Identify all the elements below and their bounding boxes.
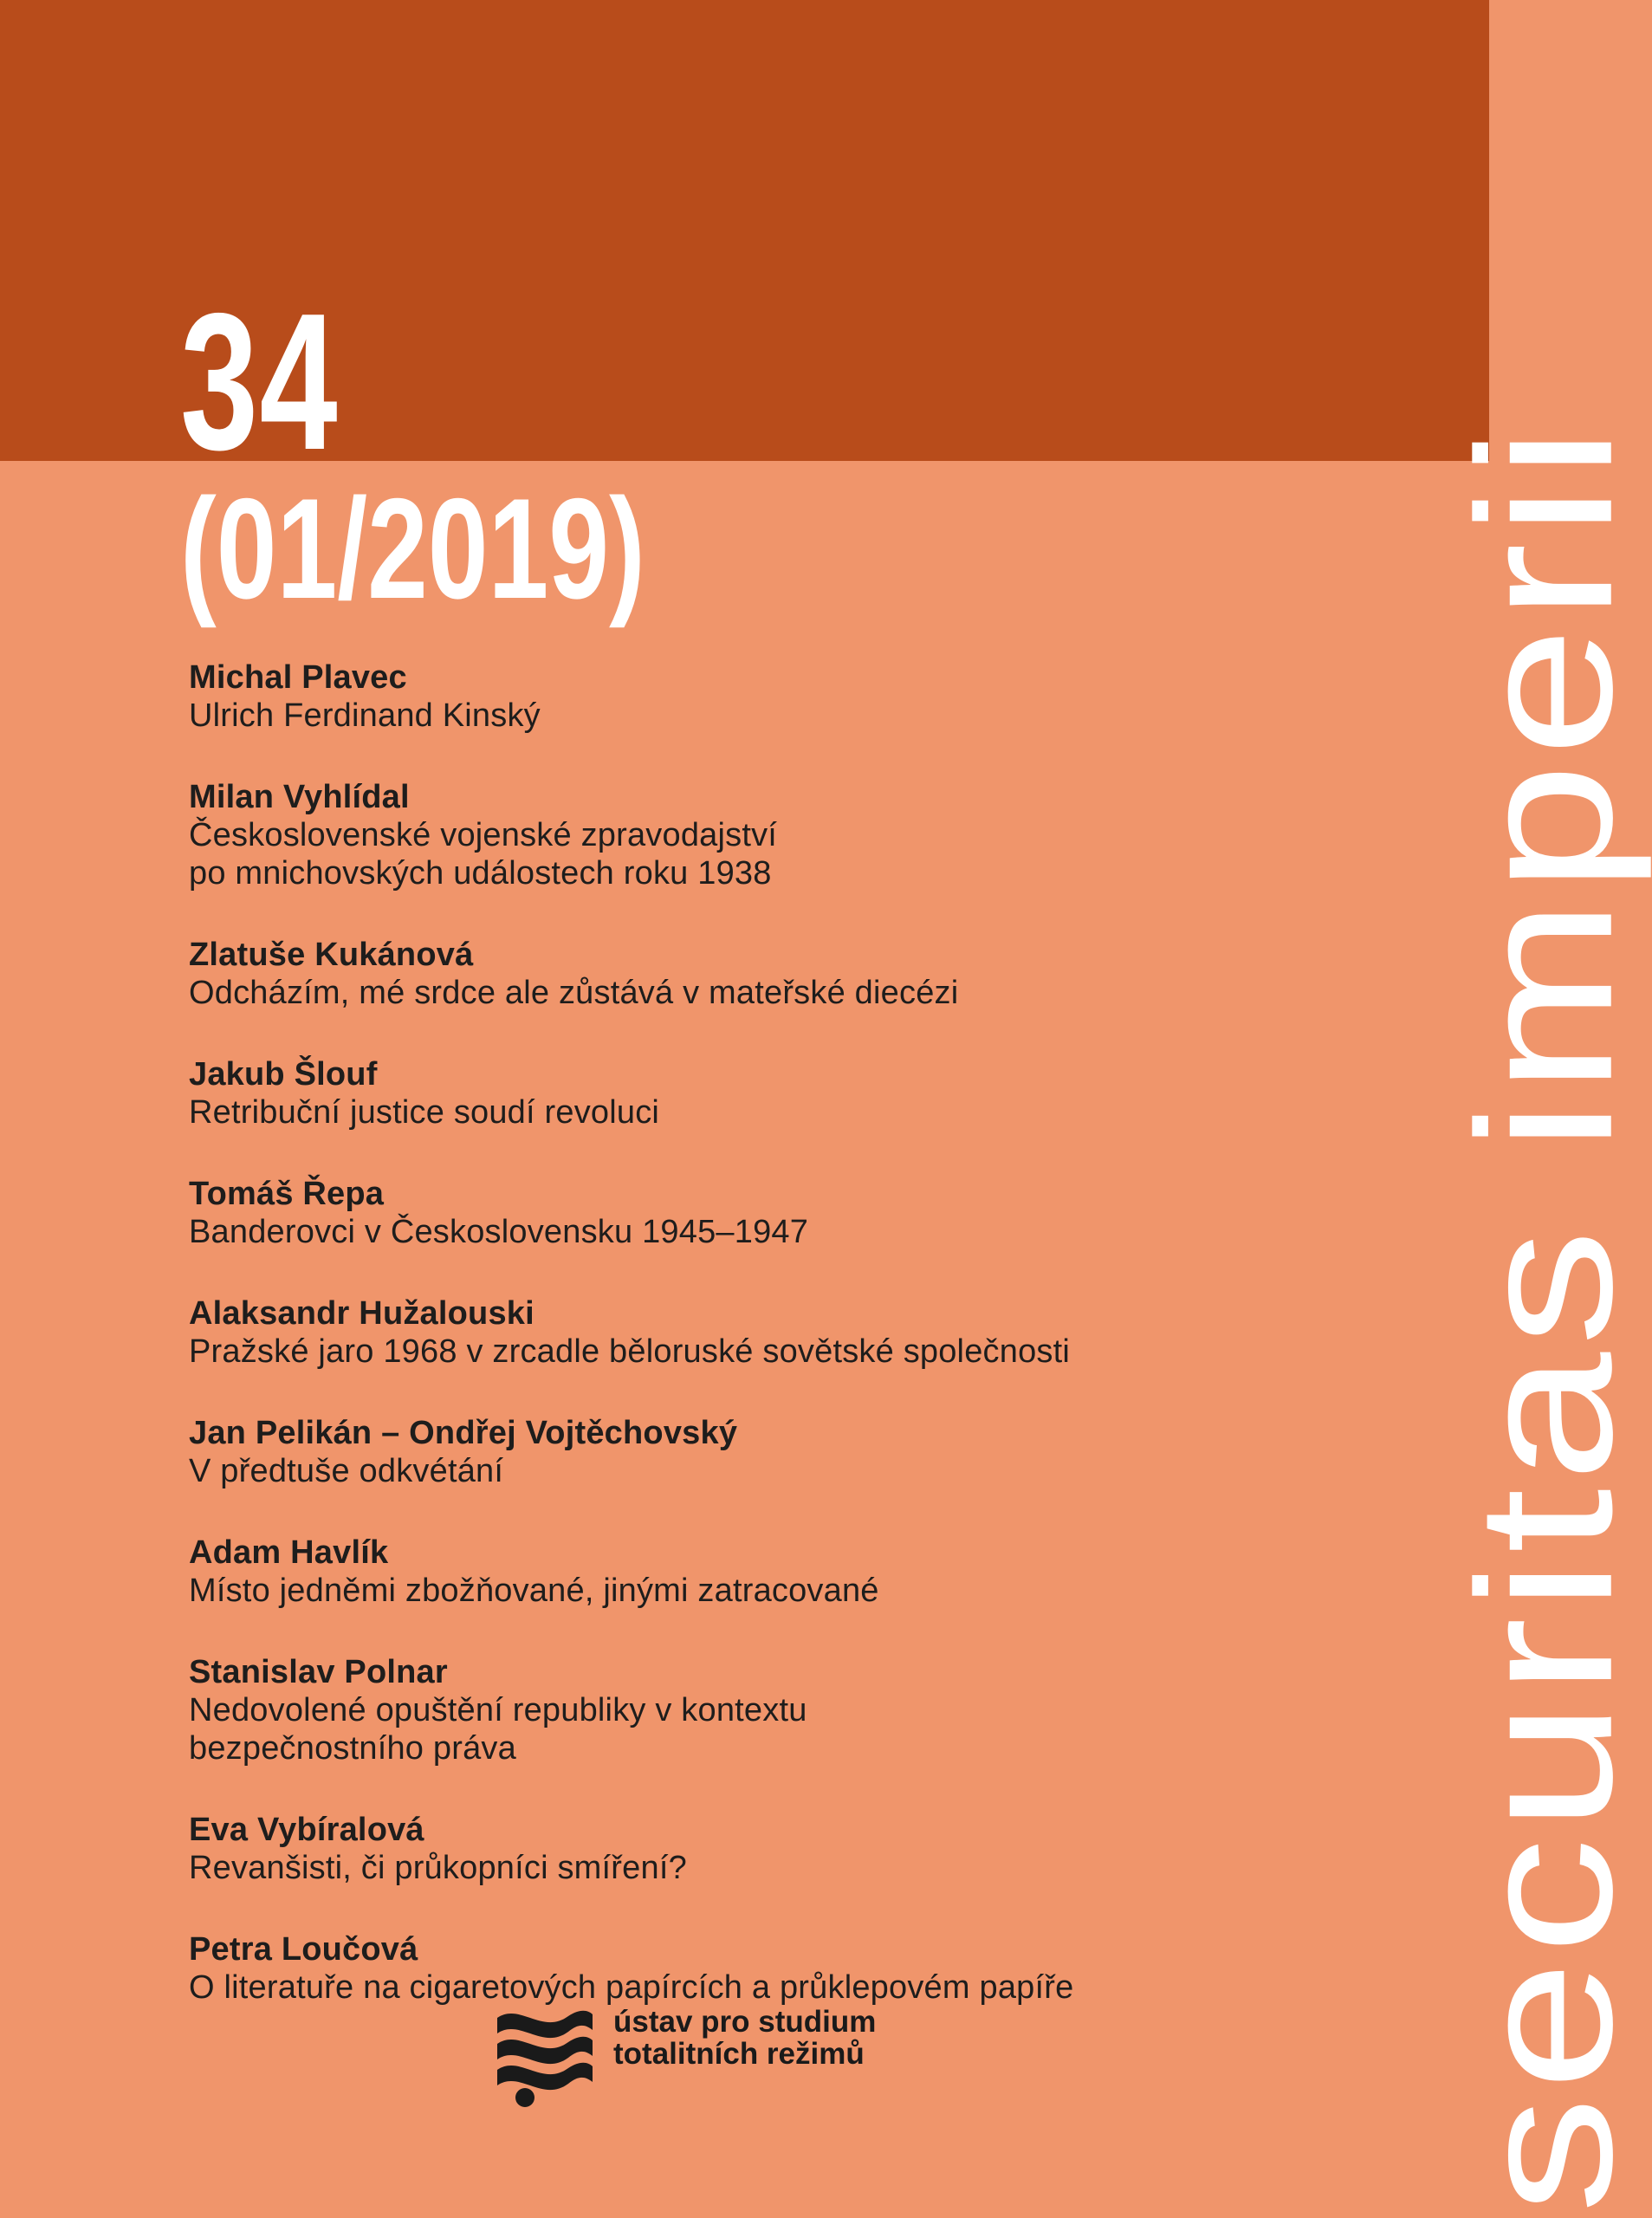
toc-entry [189,1534,1228,1610]
toc-entry [189,1294,1228,1371]
toc-author: Tomáš Řepa [189,1176,385,1212]
toc-entry [189,1414,1228,1490]
toc-author: Petra Loučová [189,1931,418,1968]
toc-entry [189,936,1228,1012]
toc-author: Stanislav Polnar [189,1654,448,1690]
toc-entry [189,658,1228,735]
toc-author: Jan Pelikán – Ondřej Vojtěchovský [189,1415,738,1451]
toc-author: Michal Plavec [189,659,407,696]
toc-author: Eva Vybíralová [189,1812,424,1848]
toc-title: Revanšisti, či průkopníci smíření? [189,1850,687,1886]
publisher-logo [494,1997,875,2118]
toc-entry [189,1175,1228,1251]
toc-entry [189,1930,1228,2007]
toc-author: Alaksandr Hužalouski [189,1295,534,1332]
toc-entry [189,1811,1228,1887]
toc-title: Místo jedněmi zbožňované, jinými zatracované [189,1573,879,1609]
toc-entry [189,778,1228,892]
issue-date: (01/2019) [180,469,645,628]
publisher-name-line1: ústav pro studium [613,2005,877,2039]
toc-title: Pražské jaro 1968 v zrcadle běloruské sovětské společnosti [189,1333,1071,1370]
toc-entry [189,1653,1228,1767]
toc-author: Adam Havlík [189,1534,389,1571]
toc-author: Milan Vyhlídal [189,779,410,815]
table-of-contents [189,658,1228,2050]
toc-entry [189,1055,1228,1132]
toc-title: O literatuře na cigaretových papírcích a průklepovém papíře [189,1969,1074,2006]
ustr-wave-logo-icon [494,2004,596,2108]
journal-title: securitas imperii [1438,420,1652,2214]
toc-author: Zlatuše Kukánová [189,937,474,973]
toc-title: Retribuční justice soudí revoluci [189,1094,660,1131]
toc-title: Československé vojenské zpravodajství po mnichovských událostech roku 1938 [189,817,778,892]
toc-author: Jakub Šlouf [189,1056,378,1093]
toc-title: Ulrich Ferdinand Kinský [189,697,541,734]
toc-title: Odcházím, mé srdce ale zůstává v mateřské diecézi [189,975,959,1011]
toc-title: V předtuše odkvétání [189,1453,504,1489]
toc-title: Banderovci v Československu 1945–1947 [189,1214,809,1250]
publisher-name-line2: totalitních režimů [613,2037,865,2071]
toc-title: Nedovolené opuštění republiky v kontextu bezpečnostního práva [189,1692,807,1767]
issue-number: 34 [180,272,340,490]
publisher-name [613,2006,876,2070]
